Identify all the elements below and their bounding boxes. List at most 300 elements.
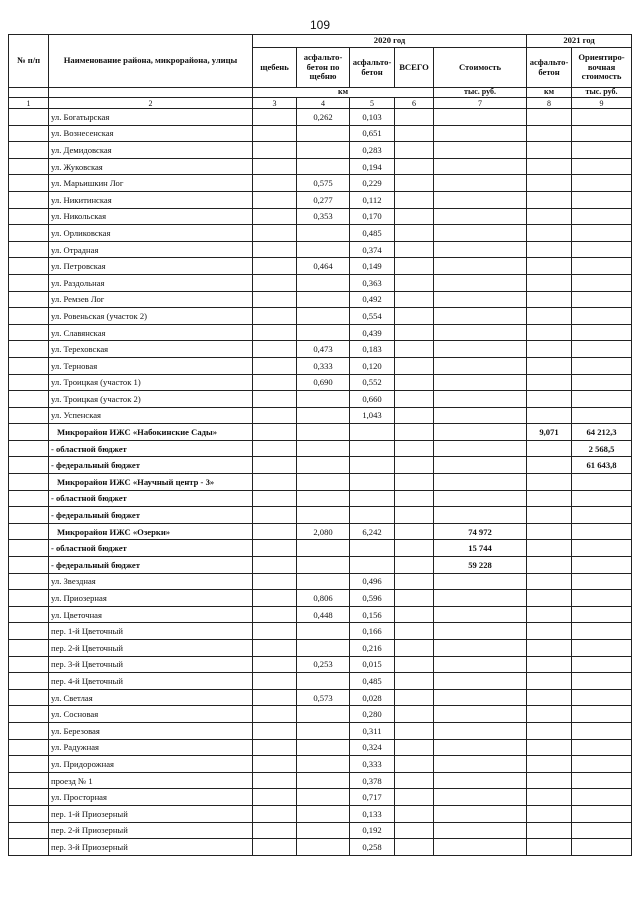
- cell-total: [395, 839, 434, 856]
- cell-asphalt-on-gravel: [297, 789, 350, 806]
- cell-cost: [434, 772, 527, 789]
- cell-asphalt-on-gravel: [297, 706, 350, 723]
- cell-num: [9, 573, 49, 590]
- cell-cost: [434, 689, 527, 706]
- cell-asphalt-on-gravel: 0,253: [297, 656, 350, 673]
- cell-asphalt-on-gravel: [297, 772, 350, 789]
- cell-est-cost-2021: [572, 208, 632, 225]
- cell-num: [9, 440, 49, 457]
- cell-gravel: [253, 706, 297, 723]
- cell-asphalt: 0,596: [350, 590, 395, 607]
- street-row: [9, 324, 632, 341]
- cell-asphalt-on-gravel: [297, 822, 350, 839]
- col-index: 1: [9, 98, 49, 109]
- cell-est-cost-2021: [572, 341, 632, 358]
- cell-gravel: [253, 573, 297, 590]
- cell-asphalt-on-gravel: [297, 225, 350, 242]
- budget-source-row: [9, 490, 632, 507]
- units-blank: [9, 88, 49, 98]
- header-cost: Стоимость: [434, 48, 527, 88]
- cell-asphalt-2021: [527, 573, 572, 590]
- cell-cost: [434, 822, 527, 839]
- cell-gravel: [253, 557, 297, 574]
- cell-num: [9, 590, 49, 607]
- cell-asphalt: 0,492: [350, 291, 395, 308]
- cell-num: [9, 689, 49, 706]
- cell-est-cost-2021: [572, 258, 632, 275]
- cell-num: [9, 756, 49, 773]
- cell-asphalt-on-gravel: 0,262: [297, 109, 350, 126]
- cell-name: ул. Придорожная: [49, 756, 253, 773]
- cell-est-cost-2021: [572, 640, 632, 657]
- cell-est-cost-2021: [572, 822, 632, 839]
- cell-gravel: [253, 175, 297, 192]
- cell-total: [395, 606, 434, 623]
- cell-total: [395, 507, 434, 524]
- cell-num: [9, 606, 49, 623]
- cell-asphalt-2021: [527, 291, 572, 308]
- cell-gravel: [253, 673, 297, 690]
- street-row: [9, 225, 632, 242]
- cell-asphalt-on-gravel: 2,080: [297, 523, 350, 540]
- cell-cost: [434, 673, 527, 690]
- cell-name: пер. 3-й Приозерный: [49, 839, 253, 856]
- cell-cost: [434, 374, 527, 391]
- cell-asphalt-2021: [527, 523, 572, 540]
- cell-asphalt-on-gravel: [297, 490, 350, 507]
- cell-cost: [434, 440, 527, 457]
- cell-asphalt-2021: [527, 341, 572, 358]
- cell-asphalt-on-gravel: [297, 805, 350, 822]
- cell-num: [9, 457, 49, 474]
- cell-est-cost-2021: [572, 291, 632, 308]
- street-row: [9, 357, 632, 374]
- col-index: 9: [572, 98, 632, 109]
- cell-asphalt: 0,283: [350, 142, 395, 159]
- cell-total: [395, 225, 434, 242]
- cell-gravel: [253, 391, 297, 408]
- microdistrict-row: [9, 424, 632, 441]
- cell-total: [395, 357, 434, 374]
- cell-est-cost-2021: [572, 274, 632, 291]
- cell-gravel: [253, 308, 297, 325]
- cell-name: ул. Ремзев Лог: [49, 291, 253, 308]
- cell-cost: [434, 357, 527, 374]
- cell-asphalt-on-gravel: [297, 623, 350, 640]
- cell-est-cost-2021: [572, 507, 632, 524]
- cell-name: - федеральный бюджет: [49, 457, 253, 474]
- col-index: 3: [253, 98, 297, 109]
- cell-num: [9, 839, 49, 856]
- cell-cost: [434, 208, 527, 225]
- cell-asphalt-on-gravel: [297, 142, 350, 159]
- cell-asphalt: 0,229: [350, 175, 395, 192]
- cell-name: ул. Демидовская: [49, 142, 253, 159]
- cell-est-cost-2021: [572, 474, 632, 491]
- cell-num: [9, 208, 49, 225]
- cell-cost: 15 744: [434, 540, 527, 557]
- cell-name: ул. Сосновая: [49, 706, 253, 723]
- cell-total: [395, 440, 434, 457]
- cell-asphalt-2021: [527, 258, 572, 275]
- street-row: [9, 142, 632, 159]
- cell-cost: [434, 756, 527, 773]
- cell-cost: [434, 407, 527, 424]
- cell-gravel: [253, 241, 297, 258]
- street-row: [9, 789, 632, 806]
- cell-name: ул. Вознесенская: [49, 125, 253, 142]
- cell-asphalt-2021: [527, 772, 572, 789]
- cell-gravel: [253, 490, 297, 507]
- cell-est-cost-2021: [572, 125, 632, 142]
- cell-est-cost-2021: [572, 689, 632, 706]
- cell-asphalt: 0,166: [350, 623, 395, 640]
- cell-asphalt: 0,660: [350, 391, 395, 408]
- cell-total: [395, 623, 434, 640]
- header-asphalt: асфальто-бетон: [350, 48, 395, 88]
- cell-cost: [434, 258, 527, 275]
- cell-cost: [434, 722, 527, 739]
- cell-total: [395, 241, 434, 258]
- cell-est-cost-2021: [572, 839, 632, 856]
- street-row: [9, 805, 632, 822]
- units-km: км: [253, 88, 434, 98]
- cell-asphalt: 0,216: [350, 640, 395, 657]
- cell-cost: [434, 789, 527, 806]
- cell-gravel: [253, 739, 297, 756]
- cell-name: - областной бюджет: [49, 540, 253, 557]
- cell-gravel: [253, 507, 297, 524]
- cell-gravel: [253, 109, 297, 126]
- cell-gravel: [253, 474, 297, 491]
- cell-asphalt-on-gravel: [297, 391, 350, 408]
- cell-asphalt: 0,324: [350, 739, 395, 756]
- cell-gravel: [253, 407, 297, 424]
- cell-name: ул. Ровеньская (участок 2): [49, 308, 253, 325]
- cell-total: [395, 391, 434, 408]
- cell-est-cost-2021: [572, 722, 632, 739]
- cell-asphalt-on-gravel: [297, 241, 350, 258]
- cell-asphalt-2021: [527, 308, 572, 325]
- cell-num: [9, 673, 49, 690]
- cell-total: [395, 457, 434, 474]
- cell-cost: [434, 158, 527, 175]
- cell-gravel: [253, 258, 297, 275]
- cell-cost: [434, 424, 527, 441]
- cell-name: ул. Жуковская: [49, 158, 253, 175]
- cell-asphalt-on-gravel: [297, 573, 350, 590]
- header-est-cost-2021: Ориентиро-вочная стоимость: [572, 48, 632, 88]
- cell-name: ул. Светлая: [49, 689, 253, 706]
- cell-total: [395, 424, 434, 441]
- budget-source-row: [9, 557, 632, 574]
- cell-est-cost-2021: [572, 540, 632, 557]
- cell-num: [9, 656, 49, 673]
- cell-asphalt-on-gravel: [297, 324, 350, 341]
- header-asphalt-2021: асфальто-бетон: [527, 48, 572, 88]
- cell-asphalt: 0,112: [350, 191, 395, 208]
- cell-asphalt: 0,258: [350, 839, 395, 856]
- cell-num: [9, 739, 49, 756]
- street-row: [9, 606, 632, 623]
- cell-total: [395, 756, 434, 773]
- street-row: [9, 391, 632, 408]
- cell-asphalt: [350, 540, 395, 557]
- table-header: [9, 35, 632, 109]
- cell-name: - областной бюджет: [49, 490, 253, 507]
- budget-source-row: [9, 440, 632, 457]
- cell-est-cost-2021: [572, 158, 632, 175]
- cell-name: проезд № 1: [49, 772, 253, 789]
- cell-total: [395, 656, 434, 673]
- cell-num: [9, 772, 49, 789]
- cell-asphalt-2021: [527, 374, 572, 391]
- units-blank: [49, 88, 253, 98]
- cell-name: ул. Успенская: [49, 407, 253, 424]
- cell-cost: [434, 839, 527, 856]
- cell-num: [9, 341, 49, 358]
- street-row: [9, 191, 632, 208]
- cell-asphalt-on-gravel: [297, 557, 350, 574]
- cell-asphalt-2021: [527, 490, 572, 507]
- cell-cost: 59 228: [434, 557, 527, 574]
- cell-num: [9, 158, 49, 175]
- cell-asphalt: [350, 474, 395, 491]
- cell-name: ул. Никитинская: [49, 191, 253, 208]
- cell-name: пер. 3-й Цветочный: [49, 656, 253, 673]
- cell-num: [9, 109, 49, 126]
- cell-num: [9, 523, 49, 540]
- cell-cost: [434, 640, 527, 657]
- cell-cost: [434, 341, 527, 358]
- cell-num: [9, 789, 49, 806]
- cell-asphalt-on-gravel: [297, 722, 350, 739]
- cell-total: [395, 573, 434, 590]
- cell-name: пер. 2-й Приозерный: [49, 822, 253, 839]
- cell-est-cost-2021: [572, 175, 632, 192]
- cell-asphalt: 0,120: [350, 357, 395, 374]
- cell-total: [395, 805, 434, 822]
- street-row: [9, 158, 632, 175]
- street-row: [9, 673, 632, 690]
- cell-num: [9, 374, 49, 391]
- cell-name: ул. Богатырская: [49, 109, 253, 126]
- cell-asphalt-2021: [527, 142, 572, 159]
- cell-asphalt-2021: [527, 125, 572, 142]
- cell-asphalt-2021: [527, 839, 572, 856]
- cell-gravel: [253, 756, 297, 773]
- cell-name: - федеральный бюджет: [49, 557, 253, 574]
- cell-asphalt: 0,333: [350, 756, 395, 773]
- microdistrict-row: [9, 523, 632, 540]
- cell-asphalt-2021: [527, 739, 572, 756]
- cell-asphalt-2021: [527, 175, 572, 192]
- cell-asphalt-2021: [527, 623, 572, 640]
- cell-est-cost-2021: [572, 391, 632, 408]
- cell-cost: [434, 706, 527, 723]
- cell-gravel: [253, 357, 297, 374]
- cell-total: [395, 490, 434, 507]
- cell-cost: [434, 474, 527, 491]
- cell-asphalt: 0,552: [350, 374, 395, 391]
- cell-asphalt-2021: [527, 673, 572, 690]
- cell-asphalt: 0,374: [350, 241, 395, 258]
- cell-asphalt: 0,496: [350, 573, 395, 590]
- cell-num: [9, 640, 49, 657]
- cell-asphalt-2021: [527, 440, 572, 457]
- cell-asphalt-on-gravel: [297, 739, 350, 756]
- cell-num: [9, 258, 49, 275]
- cell-asphalt-on-gravel: [297, 507, 350, 524]
- cell-cost: [434, 225, 527, 242]
- cell-total: [395, 142, 434, 159]
- cell-asphalt: 0,028: [350, 689, 395, 706]
- cell-est-cost-2021: [572, 357, 632, 374]
- cell-gravel: [253, 158, 297, 175]
- col-index: 8: [527, 98, 572, 109]
- cell-name: ул. Отрадная: [49, 241, 253, 258]
- cell-gravel: [253, 225, 297, 242]
- header-gravel: щебень: [253, 48, 297, 88]
- cell-gravel: [253, 656, 297, 673]
- cell-asphalt-2021: [527, 474, 572, 491]
- cell-asphalt-2021: [527, 208, 572, 225]
- cell-name: ул. Тереховская: [49, 341, 253, 358]
- cell-gravel: [253, 590, 297, 607]
- cell-asphalt-on-gravel: [297, 673, 350, 690]
- cell-gravel: [253, 839, 297, 856]
- cell-asphalt-on-gravel: [297, 424, 350, 441]
- cell-asphalt-on-gravel: [297, 474, 350, 491]
- cell-name: ул. Звездная: [49, 573, 253, 590]
- cell-cost: [434, 125, 527, 142]
- cell-est-cost-2021: [572, 308, 632, 325]
- cell-name: Микрорайон ИЖС «Научный центр - 3»: [49, 474, 253, 491]
- cell-gravel: [253, 440, 297, 457]
- cell-cost: [434, 391, 527, 408]
- cell-cost: [434, 590, 527, 607]
- col-index: 4: [297, 98, 350, 109]
- cell-name: ул. Марьишкин Лог: [49, 175, 253, 192]
- street-row: [9, 208, 632, 225]
- cell-est-cost-2021: [572, 789, 632, 806]
- cell-asphalt: 0,156: [350, 606, 395, 623]
- cell-asphalt: 0,133: [350, 805, 395, 822]
- header-year-2020: 2020 год: [253, 35, 527, 48]
- cell-asphalt-2021: [527, 391, 572, 408]
- cell-total: [395, 540, 434, 557]
- cell-total: [395, 191, 434, 208]
- cell-gravel: [253, 689, 297, 706]
- col-index: 2: [49, 98, 253, 109]
- street-row: [9, 590, 632, 607]
- cell-asphalt-2021: [527, 606, 572, 623]
- cell-total: [395, 324, 434, 341]
- cell-asphalt: [350, 457, 395, 474]
- cell-name: Микрорайон ИЖС «Озерки»: [49, 523, 253, 540]
- cell-cost: [434, 324, 527, 341]
- street-row: [9, 706, 632, 723]
- cell-est-cost-2021: [572, 656, 632, 673]
- cell-asphalt-on-gravel: 0,473: [297, 341, 350, 358]
- cell-num: [9, 357, 49, 374]
- table-body: [9, 109, 632, 856]
- cell-asphalt-2021: [527, 805, 572, 822]
- cell-est-cost-2021: [572, 805, 632, 822]
- cell-asphalt-on-gravel: 0,806: [297, 590, 350, 607]
- cell-asphalt-2021: [527, 656, 572, 673]
- cell-asphalt-on-gravel: [297, 125, 350, 142]
- cell-name: ул. Терновая: [49, 357, 253, 374]
- cell-asphalt: 0,149: [350, 258, 395, 275]
- cell-asphalt: 0,194: [350, 158, 395, 175]
- cell-gravel: [253, 772, 297, 789]
- street-row: [9, 407, 632, 424]
- cell-est-cost-2021: [572, 673, 632, 690]
- cell-total: [395, 706, 434, 723]
- cell-asphalt-2021: [527, 274, 572, 291]
- header-num: № п/п: [9, 35, 49, 88]
- cell-asphalt-2021: [527, 109, 572, 126]
- cell-est-cost-2021: [572, 490, 632, 507]
- microdistrict-row: [9, 474, 632, 491]
- cell-est-cost-2021: [572, 756, 632, 773]
- cell-est-cost-2021: [572, 573, 632, 590]
- cell-asphalt-on-gravel: [297, 540, 350, 557]
- cell-est-cost-2021: [572, 225, 632, 242]
- cell-asphalt-2021: [527, 191, 572, 208]
- cell-total: [395, 308, 434, 325]
- cell-asphalt-2021: [527, 689, 572, 706]
- cell-num: [9, 125, 49, 142]
- cell-num: [9, 324, 49, 341]
- cell-asphalt: 0,485: [350, 225, 395, 242]
- cell-num: [9, 407, 49, 424]
- col-index: 5: [350, 98, 395, 109]
- cell-total: [395, 407, 434, 424]
- cell-asphalt-2021: [527, 158, 572, 175]
- cell-est-cost-2021: [572, 374, 632, 391]
- cell-asphalt-2021: [527, 722, 572, 739]
- cell-num: [9, 191, 49, 208]
- street-row: [9, 175, 632, 192]
- cell-asphalt-on-gravel: 0,353: [297, 208, 350, 225]
- cell-name: - областной бюджет: [49, 440, 253, 457]
- cell-asphalt-on-gravel: [297, 274, 350, 291]
- cell-asphalt: [350, 507, 395, 524]
- cell-asphalt: 0,103: [350, 109, 395, 126]
- cell-name: пер. 1-й Цветочный: [49, 623, 253, 640]
- cell-est-cost-2021: [572, 407, 632, 424]
- cell-asphalt-2021: [527, 640, 572, 657]
- cell-name: ул. Раздольная: [49, 274, 253, 291]
- cell-total: [395, 722, 434, 739]
- street-row: [9, 623, 632, 640]
- cell-asphalt: 0,280: [350, 706, 395, 723]
- cell-total: [395, 474, 434, 491]
- cell-est-cost-2021: [572, 324, 632, 341]
- street-row: [9, 573, 632, 590]
- cell-asphalt-on-gravel: [297, 457, 350, 474]
- cell-gravel: [253, 341, 297, 358]
- cell-name: ул. Радужная: [49, 739, 253, 756]
- cell-asphalt-2021: [527, 457, 572, 474]
- cell-gravel: [253, 822, 297, 839]
- cell-asphalt-2021: [527, 507, 572, 524]
- cell-cost: [434, 291, 527, 308]
- cell-asphalt-on-gravel: [297, 756, 350, 773]
- cell-asphalt: 0,651: [350, 125, 395, 142]
